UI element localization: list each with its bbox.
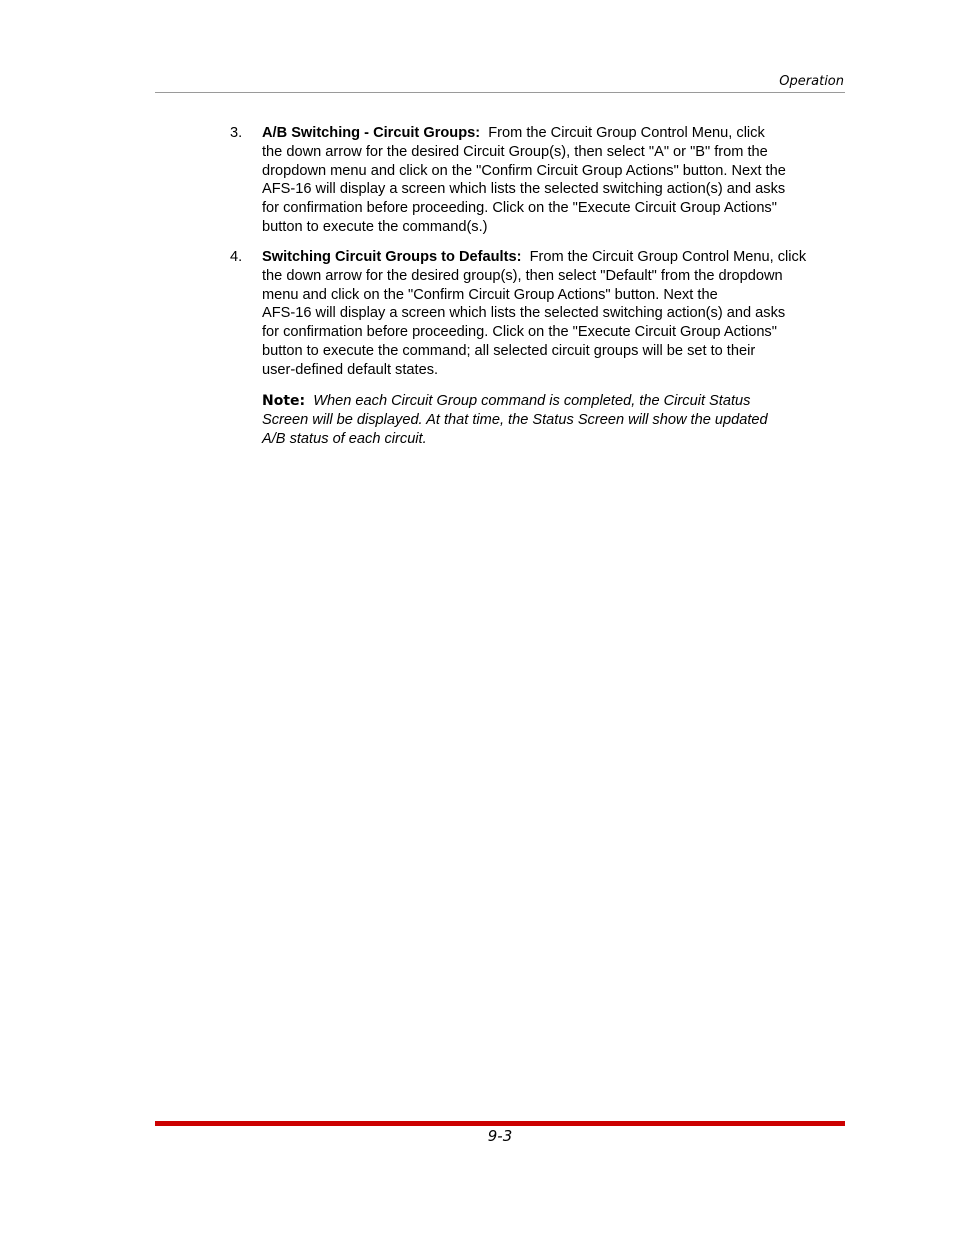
footer-rule — [155, 1121, 845, 1126]
item-text: From the Circuit Group Control Menu, click — [488, 125, 765, 141]
note-block — [262, 392, 847, 448]
item-line — [262, 124, 847, 143]
item-line — [262, 248, 847, 267]
item-line: for confirmation before proceeding. Click on the "Execute Circuit Group Actions" — [262, 324, 777, 341]
note-line: Screen will be displayed. At that time, the Status Screen will show the updated — [262, 411, 768, 428]
item-line: dropdown menu and click on the "Confirm Circuit Group Actions" button. Next the — [262, 162, 786, 179]
note-line: A/B status of each circuit. — [262, 430, 427, 447]
item-number: 4. — [230, 249, 243, 265]
item-number: 3. — [230, 125, 243, 141]
item-line: AFS-16 will display a screen which lists the selected switching action(s) and asks — [262, 305, 786, 322]
note-line — [262, 392, 847, 411]
item-text: From the Circuit Group Control Menu, click — [529, 249, 807, 265]
header-rule — [155, 92, 845, 93]
item-line: button to execute the command; all selected circuit groups will be set to their — [262, 342, 756, 359]
item-line: menu and click on the "Confirm Circuit Group Actions" button. Next the — [262, 286, 718, 303]
item-line: for confirmation before proceeding. Click on the "Execute Circuit Group Actions" — [262, 200, 777, 217]
running-header: Operation — [779, 74, 844, 89]
item-line: button to execute the command(s.) — [262, 218, 488, 235]
item-line: AFS-16 will display a screen which lists the selected switching action(s) and asks — [262, 181, 786, 198]
note-text: When each Circuit Group command is completed, the Circuit Status — [313, 393, 751, 409]
list-item-4 — [230, 248, 847, 380]
item-line: the down arrow for the desired group(s), then select "Default" from the dropdown — [262, 267, 783, 284]
page-number: 9-3 — [487, 1127, 513, 1145]
item-line: user-defined default states. — [262, 361, 439, 378]
item-line: the down arrow for the desired Circuit Group(s), then select "A" or "B" from the — [262, 143, 768, 160]
list-item-3 — [230, 124, 847, 237]
item-label: Switching Circuit Groups to Defaults: — [262, 249, 522, 265]
note-label: Note: — [262, 393, 306, 409]
item-label: A/B Switching - Circuit Groups: — [262, 125, 481, 141]
